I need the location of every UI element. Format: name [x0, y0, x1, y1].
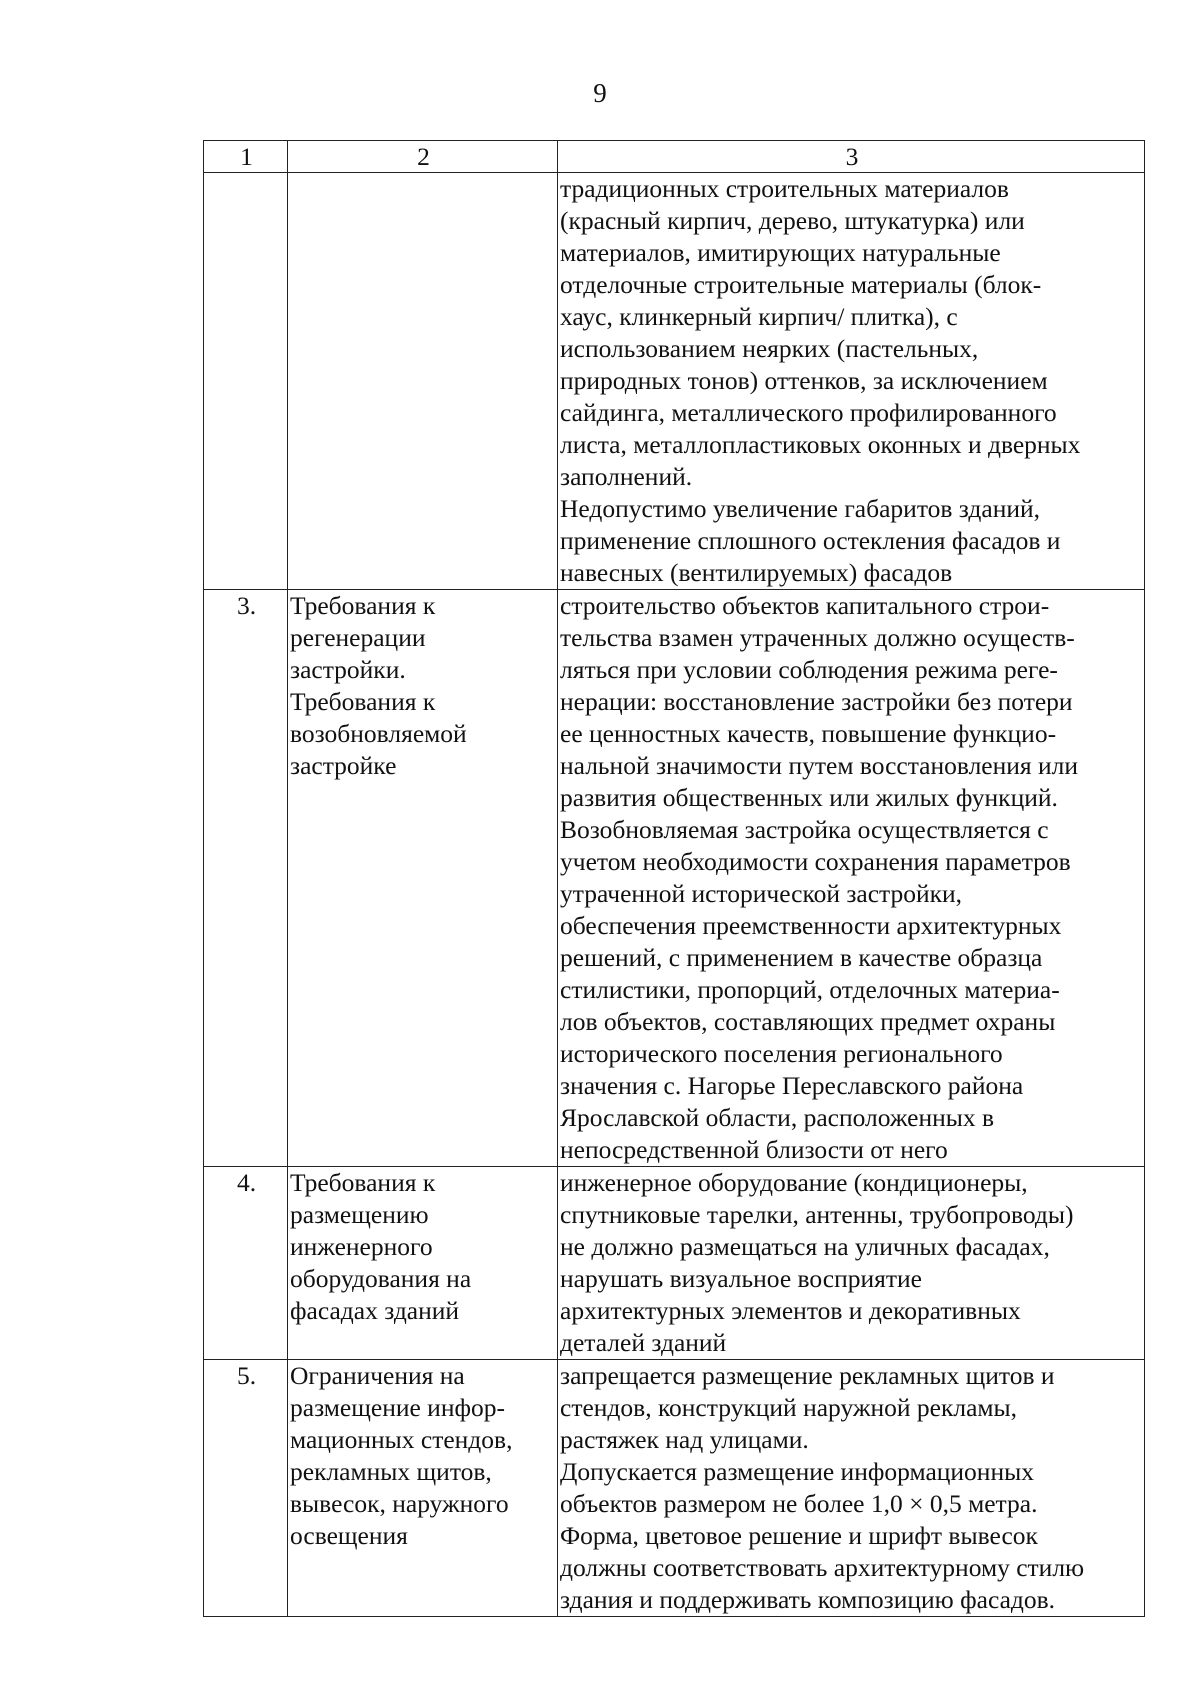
requirement-title-line: Требования к: [290, 591, 436, 620]
requirement-text-line: ляться при условии соблюдения режима реге-: [560, 655, 1058, 684]
requirements-table: [203, 140, 1145, 1617]
requirement-text: [558, 590, 1145, 1167]
requirement-text-line: значения с. Нагорье Переславского района: [560, 1071, 1024, 1100]
requirement-text-line: решений, с применением в качестве образца: [560, 943, 1043, 972]
requirement-text-line: использованием неярких (пастельных,: [560, 334, 979, 363]
requirement-text-line: деталей зданий: [560, 1328, 727, 1357]
requirement-text-line: хаус, клинкерный кирпич/ плитка), с: [560, 302, 958, 331]
row-number: 3.: [204, 590, 288, 1167]
requirement-text-line: нальной значимости путем восстановления или: [560, 751, 1079, 780]
requirement-title-line: рекламных щитов,: [290, 1457, 492, 1486]
requirement-text: [558, 173, 1145, 590]
requirement-text-line: развития общественных или жилых функций.: [560, 783, 1058, 812]
requirement-text-line: обеспечения преемственности архитектурных: [560, 911, 1062, 940]
requirement-text-line: стендов, конструкций наружной рекламы,: [560, 1393, 1018, 1422]
header-col-2: 2: [288, 141, 558, 173]
requirement-title-line: возобновляемой: [290, 719, 467, 748]
requirement-text-line: должны соответствовать архитектурному стилю: [560, 1553, 1085, 1582]
header-col-3: 3: [558, 141, 1145, 173]
table-row: [204, 590, 1145, 1167]
requirement-text-line: архитектурных элементов и декоративных: [560, 1296, 1021, 1325]
requirement-title-line: размещению: [290, 1200, 429, 1229]
requirement-text-line: ее ценностных качеств, повышение функцио-: [560, 719, 1057, 748]
requirement-text-line: утраченной исторической застройки,: [560, 879, 963, 908]
requirement-title-line: застройке: [290, 751, 397, 780]
requirement-text-line: заполнений.: [560, 462, 693, 491]
requirement-text-line: сайдинга, металлического профилированного: [560, 398, 1057, 427]
requirement-text-line: (красный кирпич, дерево, штукатурка) или: [560, 206, 1025, 235]
table-body: [204, 173, 1145, 1617]
requirement-title-line: освещения: [290, 1521, 408, 1550]
requirement-title: [288, 173, 558, 590]
requirement-title-line: оборудования на: [290, 1264, 472, 1293]
requirement-text-line: Возобновляемая застройка осуществляется с: [560, 815, 1049, 844]
table-row: [204, 1360, 1145, 1617]
table-row: [204, 1167, 1145, 1360]
requirement-text-line: объектов размером не более 1,0 × 0,5 метра.: [560, 1489, 1038, 1518]
page-number: 9: [593, 78, 607, 108]
requirement-title-line: регенерации: [290, 623, 426, 652]
requirement-text-line: Форма, цветовое решение и шрифт вывесок: [560, 1521, 1038, 1550]
row-number: [204, 173, 288, 590]
requirement-text-line: здания и поддерживать композицию фасадов.: [560, 1585, 1056, 1614]
requirement-text-line: Недопустимо увеличение габаритов зданий,: [560, 494, 1041, 523]
row-number: 4.: [204, 1167, 288, 1360]
requirement-title: [288, 1360, 558, 1617]
requirement-text-line: непосредственной близости от него: [560, 1135, 948, 1164]
requirement-title-line: фасадах зданий: [290, 1296, 460, 1325]
requirement-title-line: Требования к: [290, 1168, 436, 1197]
table-header-row: [204, 141, 1145, 173]
requirement-text-line: природных тонов) оттенков, за исключением: [560, 366, 1048, 395]
requirement-text-line: материалов, имитирующих натуральные: [560, 238, 1001, 267]
requirement-text-line: запрещается размещение рекламных щитов и: [560, 1361, 1055, 1390]
requirement-title-line: размещение инфор-: [290, 1393, 505, 1422]
requirement-title-line: мационных стендов,: [290, 1425, 513, 1454]
requirement-text-line: нарушать визуальное восприятие: [560, 1264, 922, 1293]
requirement-text-line: строительство объектов капитального строи-: [560, 591, 1050, 620]
requirement-title-line: инженерного: [290, 1232, 433, 1261]
requirement-text-line: нерации: восстановление застройки без потери: [560, 687, 1073, 716]
requirement-text-line: не должно размещаться на уличных фасадах,: [560, 1232, 1050, 1261]
requirement-text-line: отделочные строительные материалы (блок-: [560, 270, 1042, 299]
row-number: 5.: [204, 1360, 288, 1617]
requirement-text-line: исторического поселения регионального: [560, 1039, 1003, 1068]
requirement-text-line: Ярославской области, расположенных в: [560, 1103, 995, 1132]
requirement-text-line: листа, металлопластиковых оконных и дверных: [560, 430, 1081, 459]
requirement-title-line: Ограничения на: [290, 1361, 465, 1390]
requirement-text-line: растяжек над улицами.: [560, 1425, 809, 1454]
requirement-text-line: традиционных строительных материалов: [560, 174, 1009, 203]
requirement-text: [558, 1360, 1145, 1617]
requirement-title-line: Требования к: [290, 687, 436, 716]
requirement-text-line: тельства взамен утраченных должно осуществ-: [560, 623, 1075, 652]
requirement-title-line: застройки.: [290, 655, 406, 684]
header-col-1: 1: [204, 141, 288, 173]
requirement-text-line: учетом необходимости сохранения параметров: [560, 847, 1071, 876]
table-row: [204, 173, 1145, 590]
requirement-text-line: Допускается размещение информационных: [560, 1457, 1034, 1486]
requirement-text-line: навесных (вентилируемых) фасадов: [560, 558, 953, 587]
requirement-text-line: спутниковые тарелки, антенны, трубопроводы): [560, 1200, 1074, 1229]
requirement-title-line: вывесок, наружного: [290, 1489, 509, 1518]
requirement-title: [288, 1167, 558, 1360]
requirement-title: [288, 590, 558, 1167]
requirement-text: [558, 1167, 1145, 1360]
requirement-text-line: инженерное оборудование (кондиционеры,: [560, 1168, 1028, 1197]
requirement-text-line: лов объектов, составляющих предмет охраны: [560, 1007, 1056, 1036]
requirement-text-line: стилистики, пропорций, отделочных материа-: [560, 975, 1060, 1004]
requirement-text-line: применение сплошного остекления фасадов и: [560, 526, 1061, 555]
